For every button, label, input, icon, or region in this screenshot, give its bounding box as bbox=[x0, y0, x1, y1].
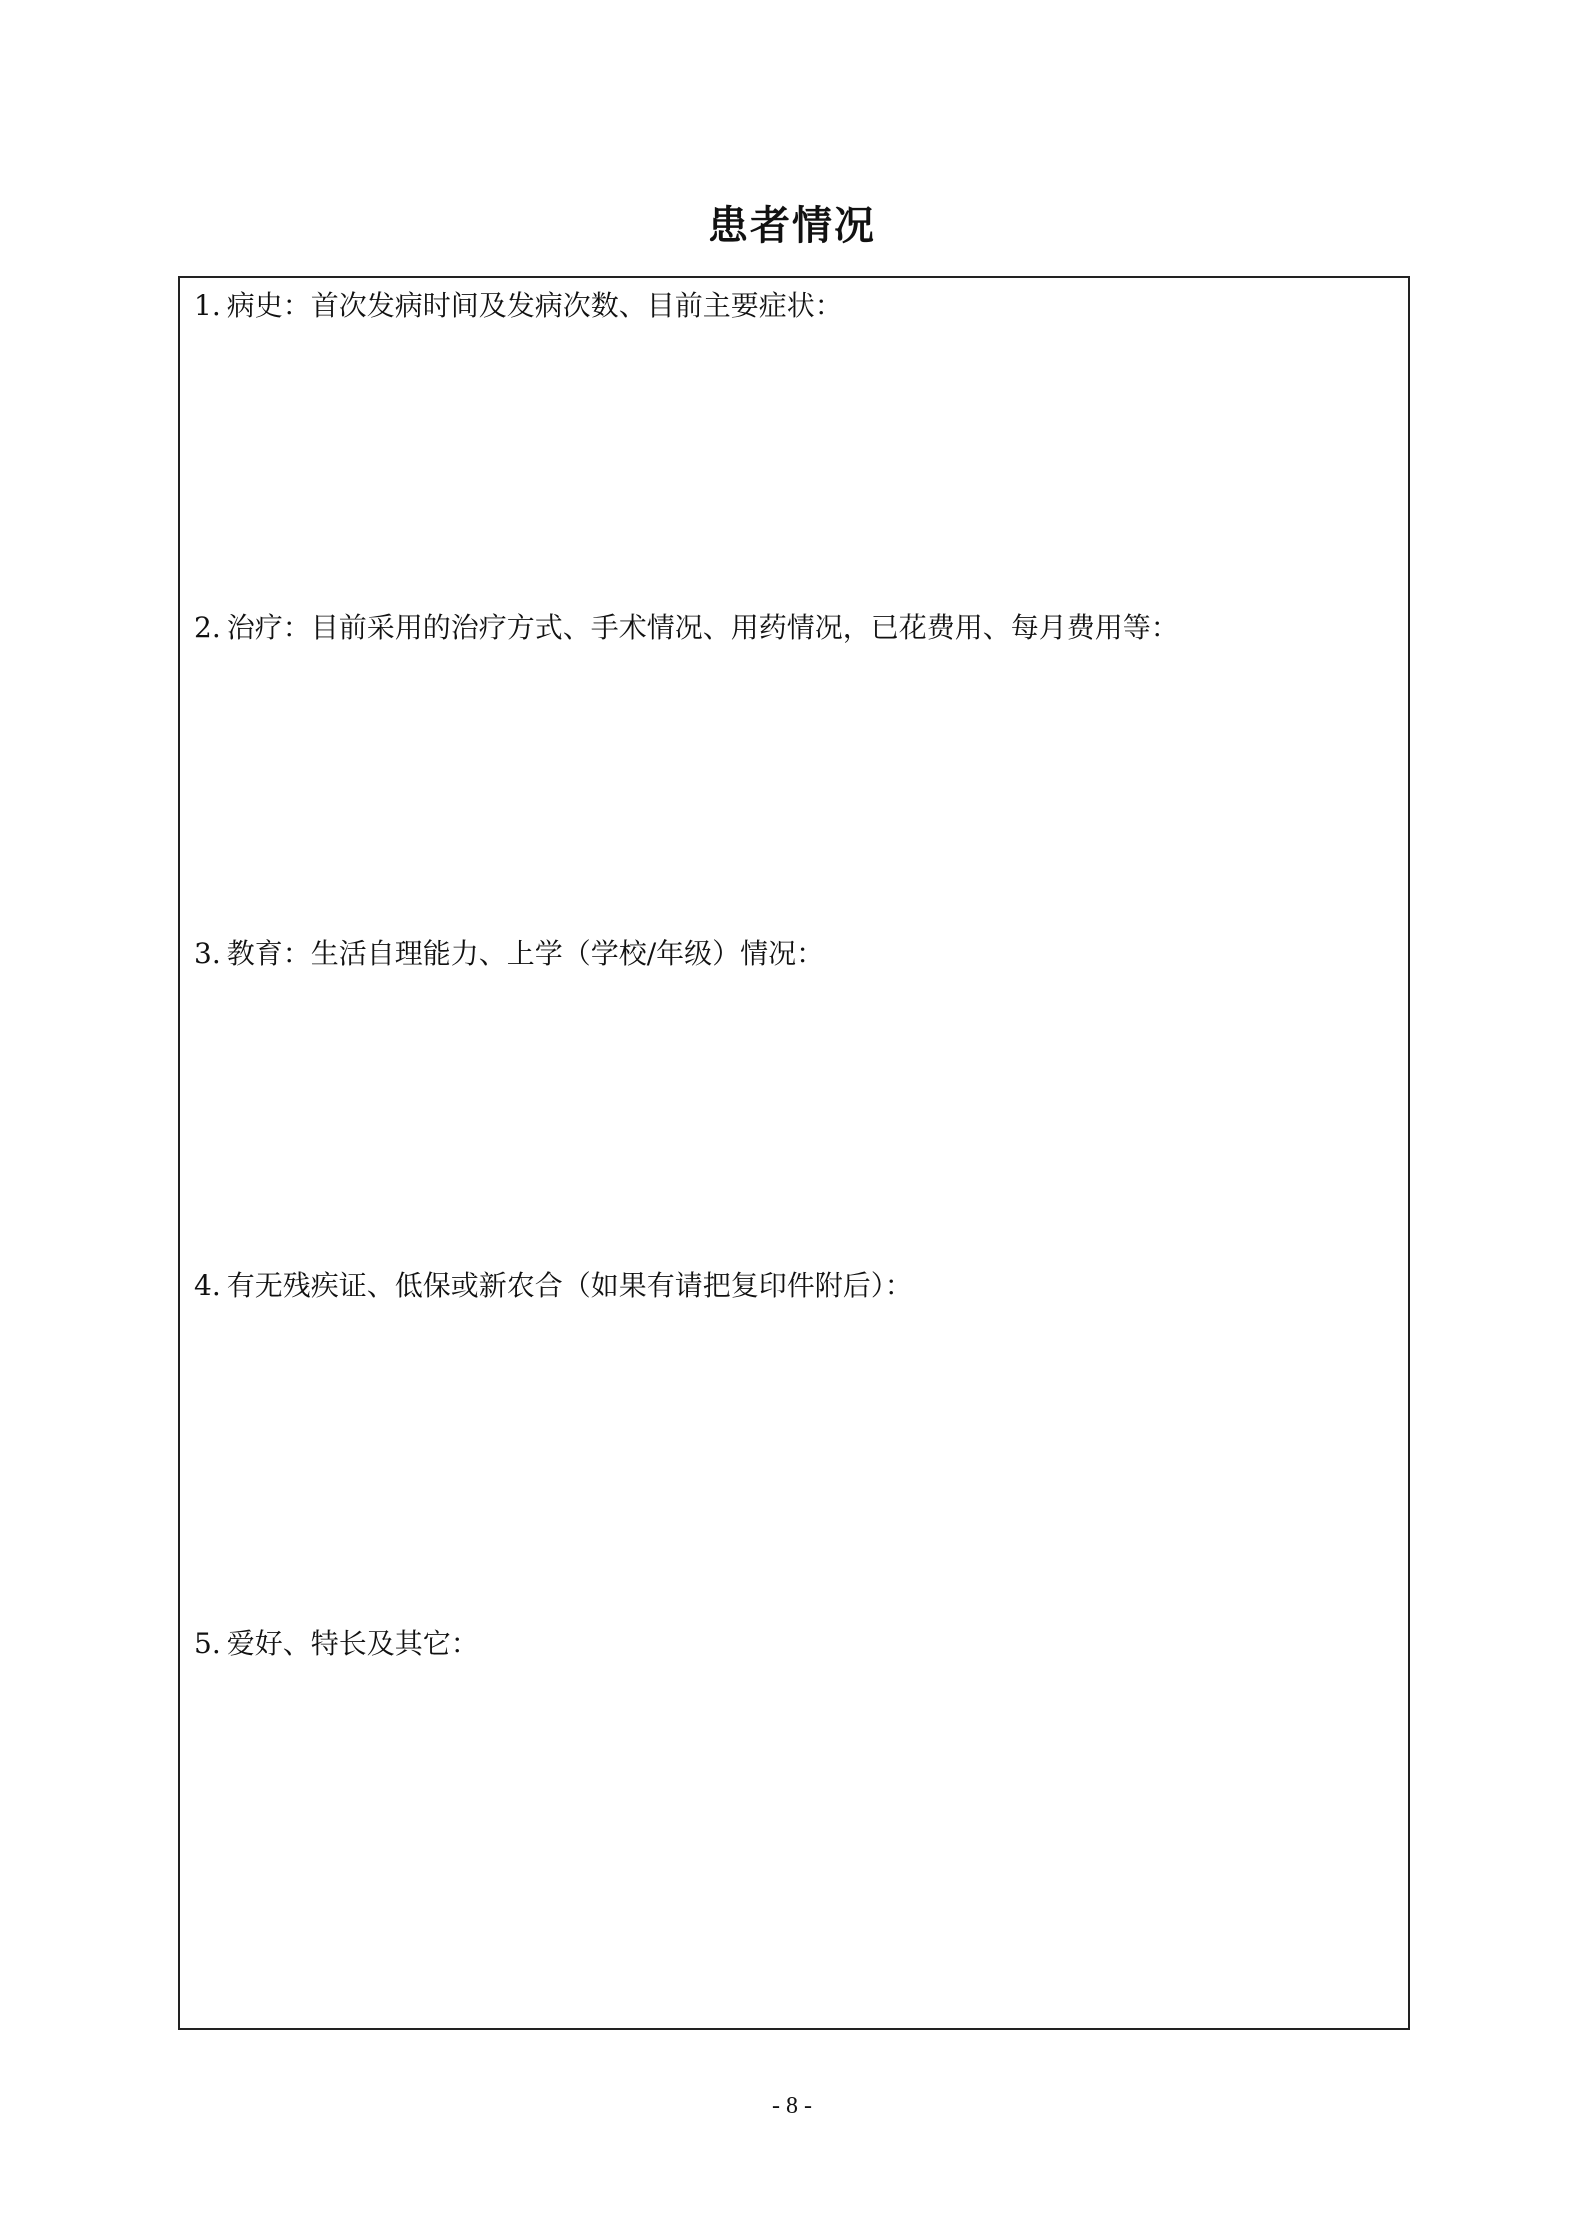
page-number: - 8 - bbox=[772, 2093, 812, 2119]
section-disability-insurance bbox=[194, 1266, 913, 1306]
section-medical-history bbox=[194, 286, 843, 326]
section-label-text: 教育：生活自理能力、上学（学校/年级）情况： bbox=[226, 937, 825, 970]
section-number: 3. bbox=[194, 937, 221, 970]
section-label-text: 治疗：目前采用的治疗方式、手术情况、用药情况，已花费用、每月费用等： bbox=[226, 611, 1179, 644]
section-education bbox=[194, 934, 824, 974]
section-number: 2. bbox=[194, 611, 221, 644]
section-number: 4. bbox=[194, 1269, 221, 1302]
section-treatment bbox=[194, 608, 1179, 648]
section-number: 5. bbox=[194, 1627, 221, 1660]
page-title: 患者情况 bbox=[708, 203, 876, 249]
section-label-text: 病史：首次发病时间及发病次数、目前主要症状： bbox=[226, 289, 843, 322]
section-label-text: 爱好、特长及其它： bbox=[226, 1627, 479, 1660]
section-number: 1. bbox=[194, 289, 221, 322]
section-hobbies bbox=[194, 1624, 479, 1664]
section-label-text: 有无残疾证、低保或新农合（如果有请把复印件附后）： bbox=[226, 1269, 913, 1302]
patient-info-form bbox=[178, 276, 1410, 2030]
